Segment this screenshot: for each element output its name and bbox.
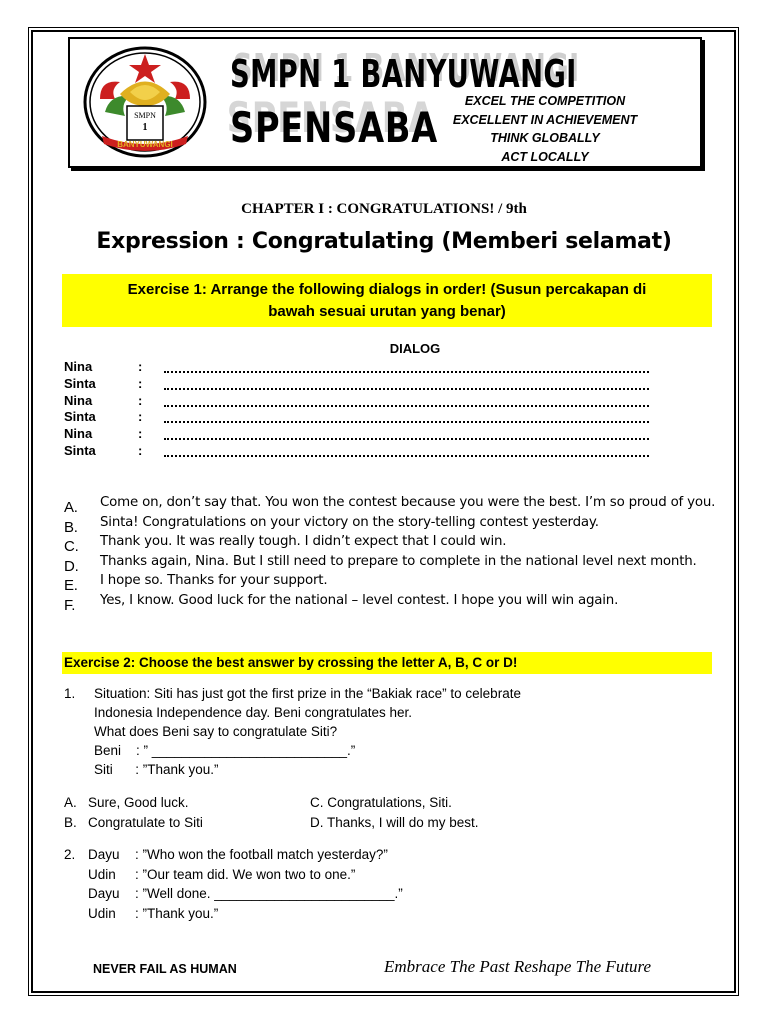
speaker-line: : ”Our team did. We won two to one.” <box>135 866 356 882</box>
option-letter: E. <box>64 577 78 594</box>
exercise2-instruction: Exercise 2: Choose the best answer by crossing the letter A, B, C or D! <box>62 652 712 674</box>
option-text: Thank you. It was really tough. I didn’t expect that I could win. <box>100 534 507 549</box>
dialog-title: DIALOG <box>389 341 441 356</box>
speaker-name: Nina <box>64 392 93 408</box>
question-line: Indonesia Independence day. Beni congratulates her. <box>94 705 412 720</box>
school-name: SMPN 1 BANYUWANGI <box>230 52 577 96</box>
question-line: What does Beni say to congratulate Siti? <box>94 724 338 739</box>
speaker-name: Dayu <box>88 847 120 862</box>
option-text: Thanks again, Nina. But I still need to prepare to complete in the national level next month. <box>100 553 697 569</box>
option-letter: A. <box>64 499 78 516</box>
motto-line: EXCELLENT IN ACHIEVEMENT <box>452 112 638 127</box>
colon: : <box>138 375 143 391</box>
speaker-name: Udin <box>88 905 116 921</box>
colon: : <box>138 426 143 442</box>
answer-blank[interactable] <box>164 430 649 440</box>
question-line: Siti : ”Thank you.” <box>94 762 219 777</box>
dialog-options <box>64 493 724 614</box>
speaker-line: : ”Well done. ________________________.” <box>135 886 403 901</box>
option-item <box>64 532 724 555</box>
option-item <box>64 552 724 575</box>
speaker-name: Nina <box>64 426 93 442</box>
option-letter: F. <box>64 596 76 614</box>
speaker-name: Dayu <box>88 886 120 901</box>
logo-text-mid: 1 <box>142 122 148 133</box>
option-text: I hope so. Thanks for your support. <box>100 573 328 588</box>
question-line: Beni : ” __________________________.” <box>94 743 356 758</box>
question-number: 1. <box>64 686 76 701</box>
colon: : <box>138 359 143 374</box>
answer-choice-d[interactable]: D. Thanks, I will do my best. <box>310 815 479 830</box>
colon: : <box>138 392 143 408</box>
option-item <box>64 571 724 594</box>
speaker-name: Sinta <box>64 375 96 391</box>
option-letter: C. <box>64 538 79 555</box>
motto-line: EXCEL THE COMPETITION <box>464 94 626 108</box>
speaker-line: : ”Thank you.” <box>135 905 219 921</box>
footer-slogan-left: NEVER FAIL AS HUMAN <box>93 962 237 976</box>
exercise1-instruction <box>62 274 712 327</box>
answer-choice-c[interactable]: C. Congratulations, Siti. <box>310 795 452 810</box>
option-text: Sinta! Congratulations on your victory on the story-telling contest yesterday. <box>100 514 599 530</box>
answer-blank[interactable] <box>164 380 649 390</box>
answer-blank[interactable] <box>164 447 649 457</box>
option-letter: D. <box>64 557 79 575</box>
question-line: Situation: Siti has just got the first prize in the “Bakiak race” to celebrate <box>94 686 521 701</box>
speaker-line: : ”Who won the football match yesterday?” <box>135 847 388 862</box>
motto-line: ACT LOCALLY <box>501 149 589 164</box>
chapter-title: CHAPTER I : CONGRATULATIONS! / 9th <box>241 201 527 217</box>
speaker-name: Udin <box>88 866 116 882</box>
exercise1-line2: bawah sesuai urutan yang benar) <box>268 303 506 320</box>
speaker-name: Sinta <box>64 409 96 425</box>
question-number: 2. <box>64 847 76 862</box>
question-body <box>94 684 714 779</box>
expression-title: Expression : Congratulating (Memberi selamat) <box>96 229 672 254</box>
answer-blank[interactable] <box>164 413 649 423</box>
option-item <box>64 591 724 614</box>
school-motto <box>450 92 640 166</box>
school-short-name: SPENSABA <box>230 103 439 152</box>
logo-text-bottom: BANYUWANGI <box>117 140 173 149</box>
speaker-name: Nina <box>64 359 93 374</box>
answer-blank[interactable] <box>164 363 649 373</box>
option-item <box>64 513 724 536</box>
answer-choice-b[interactable]: B. Congratulate to Siti <box>64 815 203 830</box>
motto-line: THINK GLOBALLY <box>490 131 600 145</box>
option-item <box>64 493 724 516</box>
school-logo <box>80 44 210 160</box>
answer-blank[interactable] <box>164 397 649 407</box>
option-text: Come on, don’t say that. You won the contest because you were the best. I’m so proud of you. <box>100 495 716 510</box>
logo-text-top: SMPN <box>134 111 156 120</box>
option-text: Yes, I know. Good luck for the national – level contest. I hope you will win again. <box>100 592 619 608</box>
speaker-name: Sinta <box>64 442 96 458</box>
colon: : <box>138 409 143 425</box>
footer-slogan-right: Embrace The Past Reshape The Future <box>384 957 652 976</box>
exercise1-line1: Exercise 1: Arrange the following dialogs in order! (Susun percakapan di <box>127 281 647 298</box>
colon: : <box>138 442 143 458</box>
option-letter: B. <box>64 518 78 536</box>
answer-choice-a[interactable]: A. Sure, Good luck. <box>64 795 189 810</box>
